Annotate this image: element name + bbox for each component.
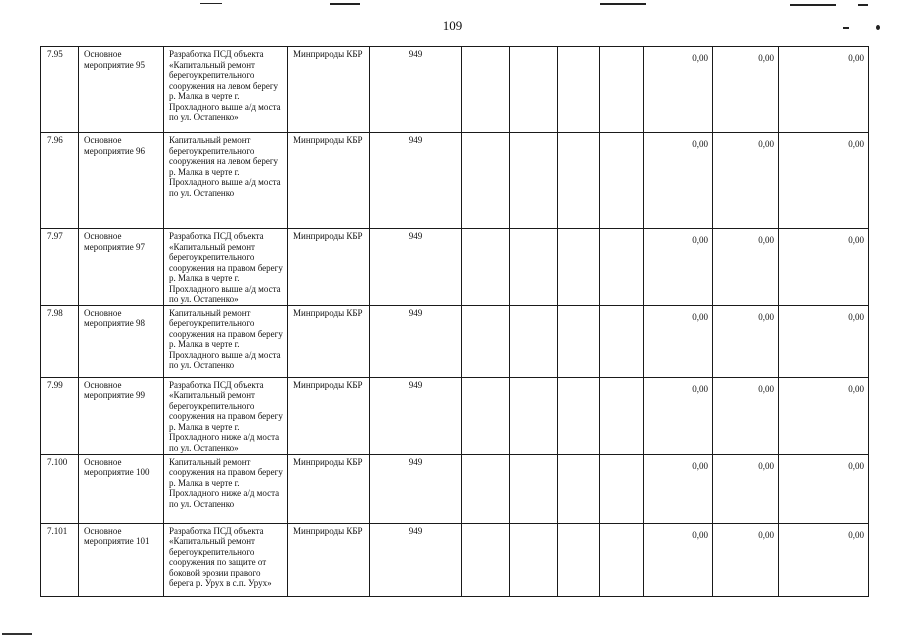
- empty-cell: [600, 305, 644, 377]
- empty-cell: [462, 454, 510, 523]
- empty-cell: [558, 454, 600, 523]
- value-cell: 0,00: [644, 523, 713, 596]
- event-description: Разработка ПСД объекта «Капитальный ремонт берегоукрепительного сооружения на правом берегу р. Малка в черте г. Прохладного выше а/д моста по ул. Остапенко»: [164, 229, 288, 306]
- event-name: Основное мероприятие 98: [79, 305, 164, 377]
- empty-cell: [558, 133, 600, 229]
- empty-cell: [600, 454, 644, 523]
- empty-cell: [600, 229, 644, 306]
- empty-cell: [510, 229, 558, 306]
- empty-cell: [510, 454, 558, 523]
- table-body: [41, 47, 869, 597]
- empty-cell: [558, 305, 600, 377]
- executor: Минприроды КБР: [288, 305, 370, 377]
- value-cell: 0,00: [779, 377, 869, 454]
- event-description: Разработка ПСД объекта «Капитальный ремонт берегоукрепительного сооружения на правом берегу р. Малка в черте г. Прохладного ниже а/д моста по ул. Остапенко»: [164, 377, 288, 454]
- event-name: Основное мероприятие 95: [79, 47, 164, 133]
- row-number: 7.98: [41, 305, 79, 377]
- row-number: 7.95: [41, 47, 79, 133]
- scan-mark: [600, 3, 646, 5]
- table-row: [41, 47, 869, 133]
- table-row: [41, 133, 869, 229]
- event-name: Основное мероприятие 97: [79, 229, 164, 306]
- empty-cell: [462, 377, 510, 454]
- event-description: Разработка ПСД объекта «Капитальный ремонт берегоукрепительного сооружения по защите от боковой эрозии правого берега р. Урух в с.п. Урух»: [164, 523, 288, 596]
- budget-code: 949: [370, 133, 462, 229]
- value-cell: 0,00: [644, 133, 713, 229]
- empty-cell: [510, 133, 558, 229]
- executor: Минприроды КБР: [288, 454, 370, 523]
- scan-mark: [843, 27, 849, 29]
- row-number: 7.97: [41, 229, 79, 306]
- value-cell: 0,00: [713, 377, 779, 454]
- empty-cell: [558, 523, 600, 596]
- table-row: [41, 305, 869, 377]
- empty-cell: [462, 133, 510, 229]
- row-number: 7.96: [41, 133, 79, 229]
- event-description: Капитальный ремонт сооружения на правом берегу р. Малка в черте г. Прохладного ниже а/д моста по ул. Остапенко: [164, 454, 288, 523]
- empty-cell: [558, 229, 600, 306]
- event-name: Основное мероприятие 101: [79, 523, 164, 596]
- empty-cell: [462, 305, 510, 377]
- scan-mark: [200, 3, 222, 4]
- value-cell: 0,00: [713, 305, 779, 377]
- value-cell: 0,00: [779, 454, 869, 523]
- value-cell: 0,00: [713, 229, 779, 306]
- table-row: [41, 377, 869, 454]
- scan-mark: [858, 4, 868, 6]
- empty-cell: [600, 133, 644, 229]
- row-number: 7.101: [41, 523, 79, 596]
- empty-cell: [462, 47, 510, 133]
- budget-code: 949: [370, 229, 462, 306]
- budget-code: 949: [370, 305, 462, 377]
- value-cell: 0,00: [644, 305, 713, 377]
- empty-cell: [600, 47, 644, 133]
- event-description: Разработка ПСД объекта «Капитальный ремонт берегоукрепительного сооружения на левом берегу р. Малка в черте г. Прохладного выше а/д моста по ул. Остапенко»: [164, 47, 288, 133]
- scan-mark: [2, 633, 32, 635]
- event-description: Капитальный ремонт берегоукрепительного сооружения на правом берегу р. Малка в черте г. Прохладного выше а/д моста по ул. Остапенко: [164, 305, 288, 377]
- value-cell: 0,00: [713, 523, 779, 596]
- value-cell: 0,00: [713, 133, 779, 229]
- budget-code: 949: [370, 523, 462, 596]
- scan-mark: [330, 3, 360, 5]
- value-cell: 0,00: [779, 523, 869, 596]
- table-row: [41, 229, 869, 306]
- table-row: [41, 454, 869, 523]
- scan-mark: [790, 4, 836, 6]
- value-cell: 0,00: [779, 305, 869, 377]
- event-name: Основное мероприятие 100: [79, 454, 164, 523]
- empty-cell: [510, 47, 558, 133]
- executor: Минприроды КБР: [288, 377, 370, 454]
- page-number: 109: [442, 18, 463, 33]
- event-description: Капитальный ремонт берегоукрепительного сооружения на левом берегу р. Малка в черте г. Прохладного выше а/д моста по ул. Остапенко: [164, 133, 288, 229]
- value-cell: 0,00: [779, 229, 869, 306]
- program-events-table: [40, 46, 869, 597]
- value-cell: 0,00: [779, 47, 869, 133]
- value-cell: 0,00: [644, 229, 713, 306]
- event-name: Основное мероприятие 99: [79, 377, 164, 454]
- executor: Минприроды КБР: [288, 229, 370, 306]
- executor: Минприроды КБР: [288, 133, 370, 229]
- executor: Минприроды КБР: [288, 523, 370, 596]
- empty-cell: [510, 523, 558, 596]
- value-cell: 0,00: [644, 454, 713, 523]
- row-number: 7.99: [41, 377, 79, 454]
- executor: Минприроды КБР: [288, 47, 370, 133]
- budget-code: 949: [370, 377, 462, 454]
- scan-dot: [876, 25, 880, 30]
- event-name: Основное мероприятие 96: [79, 133, 164, 229]
- empty-cell: [558, 47, 600, 133]
- budget-code: 949: [370, 454, 462, 523]
- empty-cell: [558, 377, 600, 454]
- empty-cell: [510, 305, 558, 377]
- budget-code: 949: [370, 47, 462, 133]
- value-cell: 0,00: [779, 133, 869, 229]
- value-cell: 0,00: [644, 377, 713, 454]
- empty-cell: [462, 229, 510, 306]
- row-number: 7.100: [41, 454, 79, 523]
- value-cell: 0,00: [713, 454, 779, 523]
- empty-cell: [600, 523, 644, 596]
- table-row: [41, 523, 869, 596]
- empty-cell: [462, 523, 510, 596]
- value-cell: 0,00: [713, 47, 779, 133]
- value-cell: 0,00: [644, 47, 713, 133]
- empty-cell: [600, 377, 644, 454]
- empty-cell: [510, 377, 558, 454]
